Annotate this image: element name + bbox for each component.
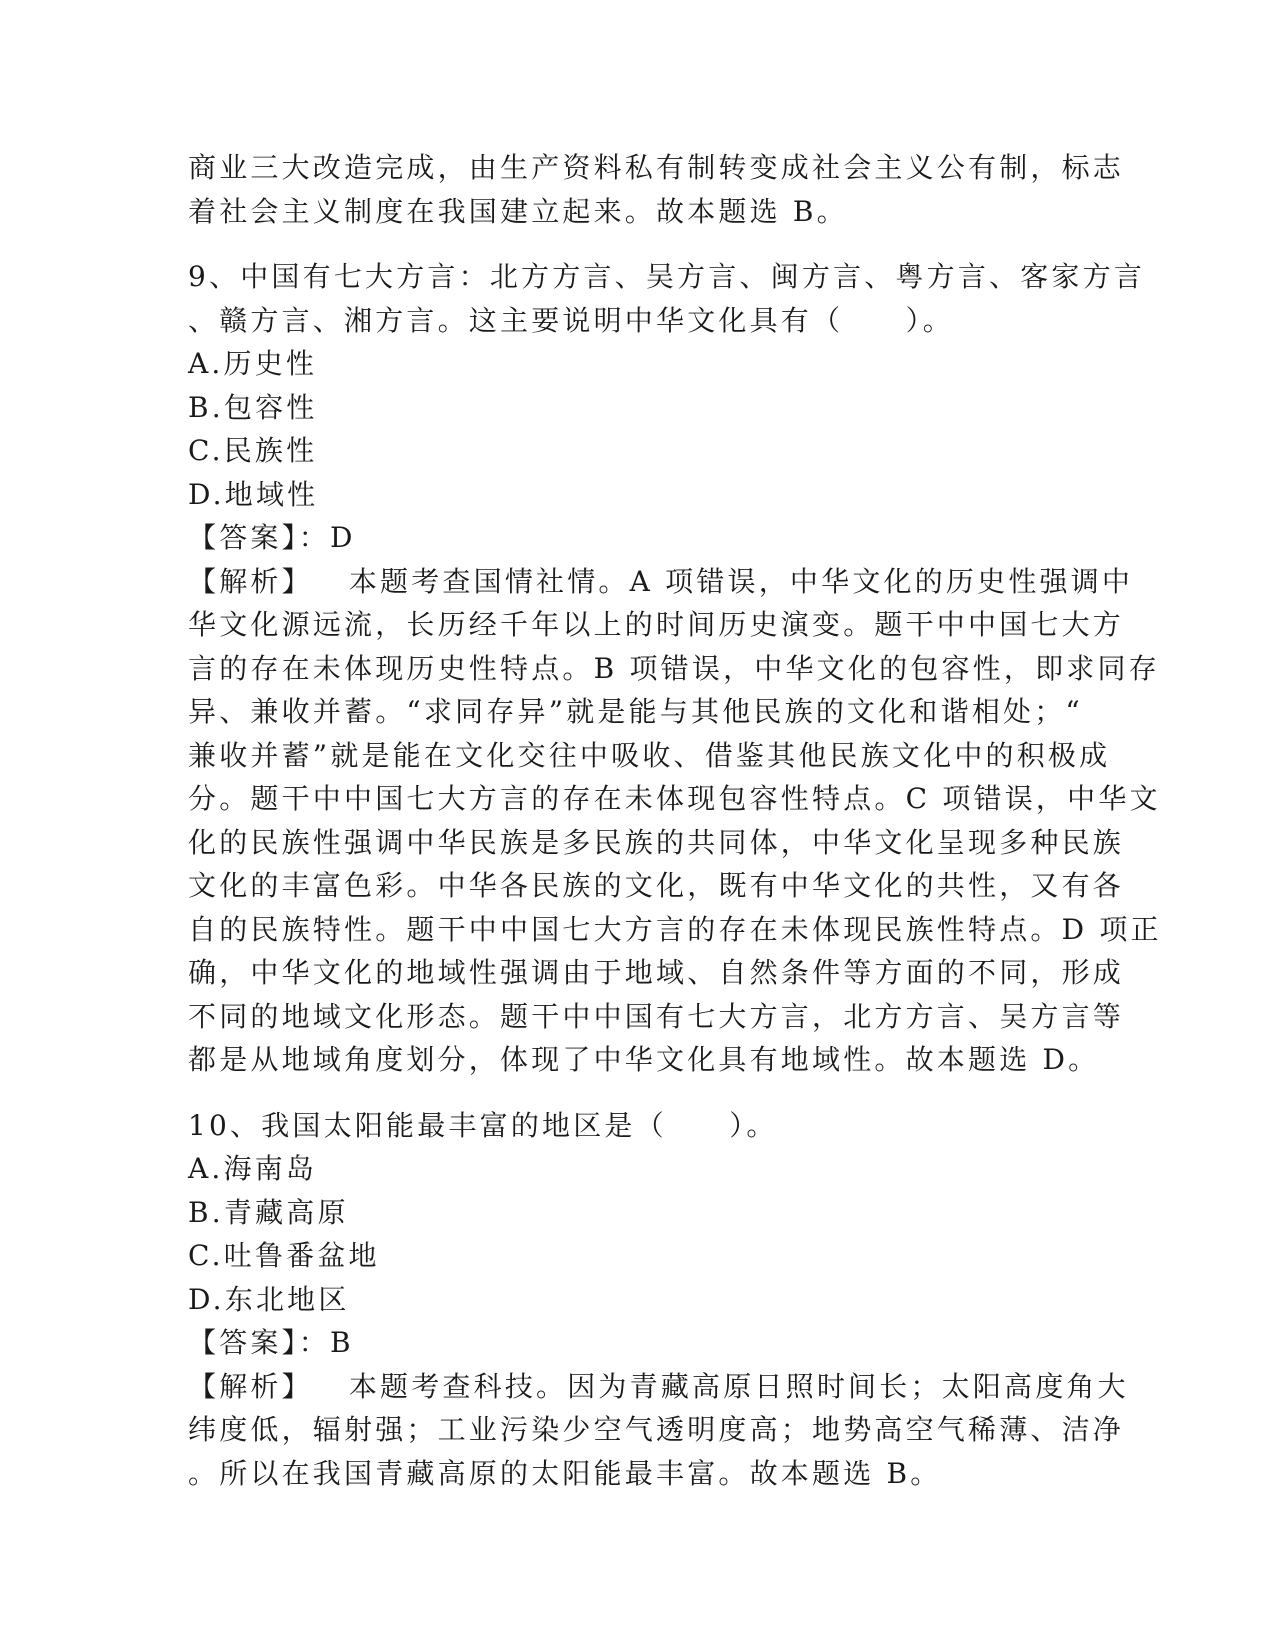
analysis-text: 。所以在我国青藏高原的太阳能最丰富。故本题选 B。 (188, 1456, 942, 1490)
question-text: 、赣方言、湘方言。这主要说明中华文化具有（ ）。 (188, 303, 955, 337)
answer-line: 【答案】：B (188, 1326, 354, 1359)
analysis-text: 兼收并蓄”就是能在文化交往中吸收、借鉴其他民族文化中的积极成 (188, 738, 1111, 772)
analysis-label: 【解析】 (188, 564, 313, 598)
answer-line: 【答案】：D (188, 521, 356, 554)
paragraph-gap (188, 233, 1088, 255)
option-d: D.东北地区 (188, 1282, 350, 1316)
option-b: B.包容性 (188, 390, 318, 424)
document-page (188, 146, 1162, 1495)
analysis-text: 确，中华文化的地域性强调由于地域、自然条件等方面的不同，形成 (188, 956, 1125, 989)
paragraph-gap (188, 1082, 1088, 1104)
text-line: 着社会主义制度在我国建立起来。故本题选 B。 (188, 194, 848, 228)
analysis-first-line (188, 1365, 1129, 1409)
analysis-text: 自的民族特性。题干中中国七大方言的存在未体现民族性特点。D 项正 (188, 912, 1162, 946)
option-d: D.地域性 (188, 477, 319, 511)
analysis-text: 分。题干中中国七大方言的存在未体现包容性特点。C 项错误，中华文 (188, 782, 1161, 815)
option-a: A.海南岛 (188, 1152, 318, 1185)
analysis-text: 化的民族性强调中华民族是多民族的共同体，中华文化呈现多种民族 (188, 825, 1125, 859)
question-text: 10、我国太阳能最丰富的地区是（ ）。 (188, 1108, 778, 1142)
analysis-text: 本题考查科技。因为青藏高原日照时间长；太阳高度角大 (348, 1369, 1129, 1403)
analysis-text: 纬度低，辐射强；工业污染少空气透明度高；地势高空气稀薄、洁净 (188, 1413, 1125, 1446)
analysis-label: 【解析】 (188, 1369, 313, 1403)
analysis-text: 异、兼收并蓄。“求同存异”就是能与其他民族的文化和谐相处；“ (188, 695, 1083, 728)
analysis-first-line (188, 560, 1134, 604)
analysis-text: 不同的地域文化形态。题干中中国有七大方言，北方方言、吴方言等 (188, 999, 1125, 1033)
question-text: 9、中国有七大方言：北方方言、吴方言、闽方言、粤方言、客家方言 (188, 260, 1146, 293)
analysis-text: 言的存在未体现历史性特点。B 项错误，中华文化的包容性，即求同存 (188, 651, 1160, 685)
analysis-text: 华文化源远流，长历经千年以上的时间历史演变。题干中中国七大方 (188, 608, 1125, 641)
option-c: C.吐鲁番盆地 (188, 1239, 380, 1272)
text-line: 商业三大改造完成，由生产资料私有制转变成社会主义公有制，标志 (188, 151, 1125, 184)
option-a: A.历史性 (188, 347, 318, 380)
question-10 (188, 1104, 1129, 1496)
question-9 (188, 255, 1162, 1082)
option-b: B.青藏高原 (188, 1195, 349, 1229)
option-c: C.民族性 (188, 434, 318, 467)
intro-paragraph (188, 146, 1125, 233)
analysis-text: 都是从地域角度划分，体现了中华文化具有地域性。故本题选 D。 (188, 1043, 1100, 1076)
analysis-text: 本题考查国情社情。A 项错误，中华文化的历史性强调中 (348, 564, 1134, 598)
analysis-text: 文化的丰富色彩。中华各民族的文化，既有中华文化的共性，又有各 (188, 869, 1125, 902)
